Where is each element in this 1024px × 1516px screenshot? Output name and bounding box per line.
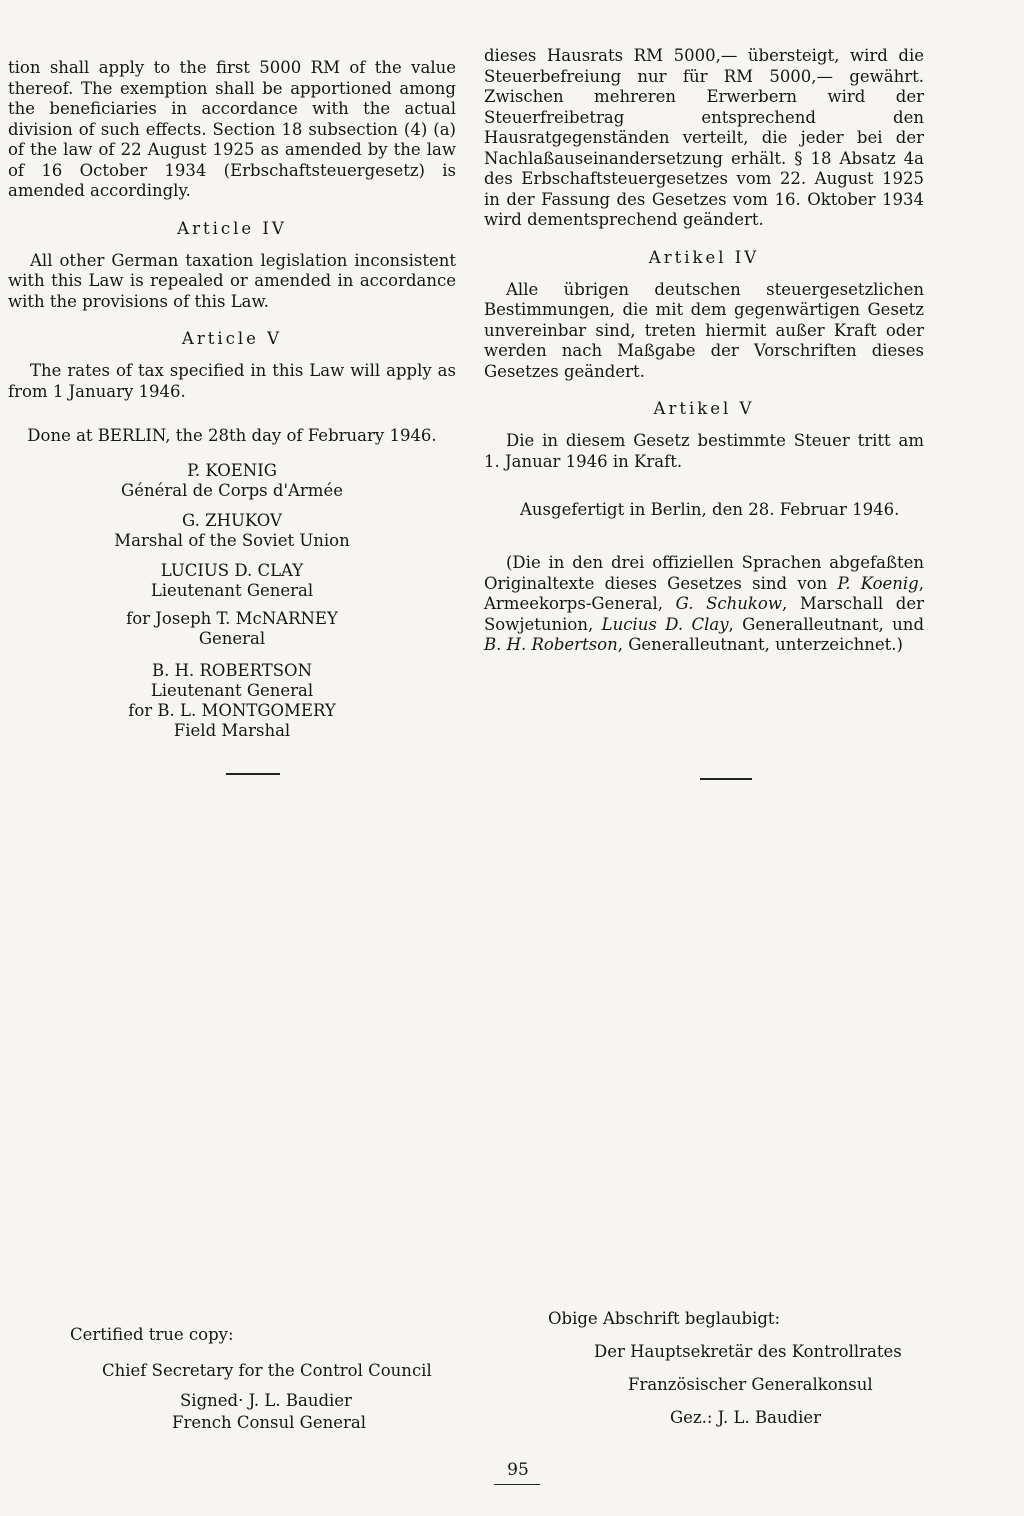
english-intro-paragraph: tion shall apply to the first 5000 RM of the value thereof. The exemption shall be apportioned among the beneficiaries in accordance with the actual division of such effects. Section 18 subsection (4) (a) of the law of 22 August 1925 as amended by the law of 16 October 1934 (Erbschaftsteuergesetz) is amended accordingly. (8, 58, 456, 200)
note-text: , Generalleutnant, unterzeichnet.) (617, 635, 903, 654)
signatory-name: P. KOENIG (187, 461, 277, 480)
signatory-on-behalf-of: for Joseph T. McNARNEY (126, 609, 338, 628)
english-certification (70, 1324, 450, 1434)
note-name: B. H. Robertson (484, 635, 618, 654)
certifier-signature: Signed· J. L. Baudier (180, 1391, 352, 1410)
signatory-on-behalf-of: for B. L. MONTGOMERY (128, 701, 336, 720)
signatory-name: G. ZHUKOV (182, 511, 282, 530)
signatory-title: Lieutenant General (150, 681, 314, 700)
artikel-4-text: Alle übrigen deutschen steuergesetzlichen Bestimmungen, die mit dem gegenwärtigen Gesetz unvereinbar sind, treten hiermit außer Kraft oder werden nach Maßgabe der Vorschriften dieses Gesetzes geändert. (484, 279, 924, 381)
certifying-office: Chief Secretary for the Control Council (102, 1361, 432, 1380)
artikel-4-heading: Artikel IV (648, 247, 760, 267)
page-number-underline (494, 1484, 540, 1485)
certifier-role: Französischer Generalkonsul (628, 1375, 873, 1394)
artikel-5-heading: Artikel V (653, 399, 755, 418)
signatory-title: Général de Corps d'Armée (121, 481, 343, 500)
certified-label: Certified true copy: (70, 1325, 234, 1344)
article-5-heading: Article V (181, 329, 283, 348)
signatory-on-behalf-title: General (198, 629, 266, 648)
signature-block (8, 461, 456, 741)
note-name: G. Schukow (675, 594, 782, 613)
done-at-line: Done at BERLIN, the 28th day of February 1946. (27, 426, 437, 445)
note-text: , Marschall der Sowjetunion, (484, 594, 925, 634)
certifier-role: French Consul General (172, 1413, 366, 1432)
signatory-name: LUCIUS D. CLAY (160, 561, 304, 580)
signatory-name: B. H. ROBERTSON (151, 661, 313, 680)
article-4-heading: Article IV (177, 218, 287, 238)
section-divider (700, 778, 752, 780)
german-column (484, 46, 924, 656)
certified-label: Obige Abschrift beglaubigt: (548, 1309, 781, 1328)
signature-note (484, 553, 924, 656)
english-column (8, 58, 456, 775)
certifying-office: Der Hauptsekretär des Kontrollrates (594, 1342, 902, 1361)
note-name: Lucius D. Clay (601, 614, 729, 634)
signatory-on-behalf-title: Field Marshal (173, 721, 291, 740)
artikel-5-text: Die in diesem Gesetz bestimmte Steuer tritt am 1. Januar 1946 in Kraft. (484, 431, 924, 471)
note-name: P. Koenig (837, 573, 919, 593)
ausgefertigt-line: Ausgefertigt in Berlin, den 28. Februar 1946. (520, 500, 900, 519)
note-text: , Generalleutnant, und (728, 614, 925, 634)
page-number: 95 (507, 1460, 529, 1480)
note-text: , Armeekorps-General, (484, 573, 924, 613)
signatory-title: Lieutenant General (150, 581, 314, 600)
german-certification (548, 1308, 928, 1429)
note-text: (Die in den drei offiziellen Sprachen abgefaßten Originaltexte dieses Gesetzes sind von (484, 553, 924, 593)
german-intro-paragraph: dieses Hausrats RM 5000,— übersteigt, wird die Steuerbefreiung nur für RM 5000,— gewährt. Zwischen mehreren Erwerbern wird der Steuerfreibetrag entsprechend den Hausratgegenständen verteilt, die jeder bei der Nachlaßauseinandersetzung erhält. § 18 Absatz 4a des Erbschaftsteuergesetzes vom 22. August 1925 in der Fassung des Gesetzes vom 16. Oktober 1934 wird dementsprechend geändert. (484, 46, 924, 229)
section-divider (226, 773, 280, 775)
certifier-signature: Gez.: J. L. Baudier (670, 1408, 822, 1427)
article-4-text: All other German taxation legislation inconsistent with this Law is repealed or amended in accordance with the provisions of this Law. (8, 250, 456, 311)
signatory-title: Marshal of the Soviet Union (114, 531, 350, 550)
article-5-text: The rates of tax specified in this Law will apply as from 1 January 1946. (8, 361, 456, 401)
